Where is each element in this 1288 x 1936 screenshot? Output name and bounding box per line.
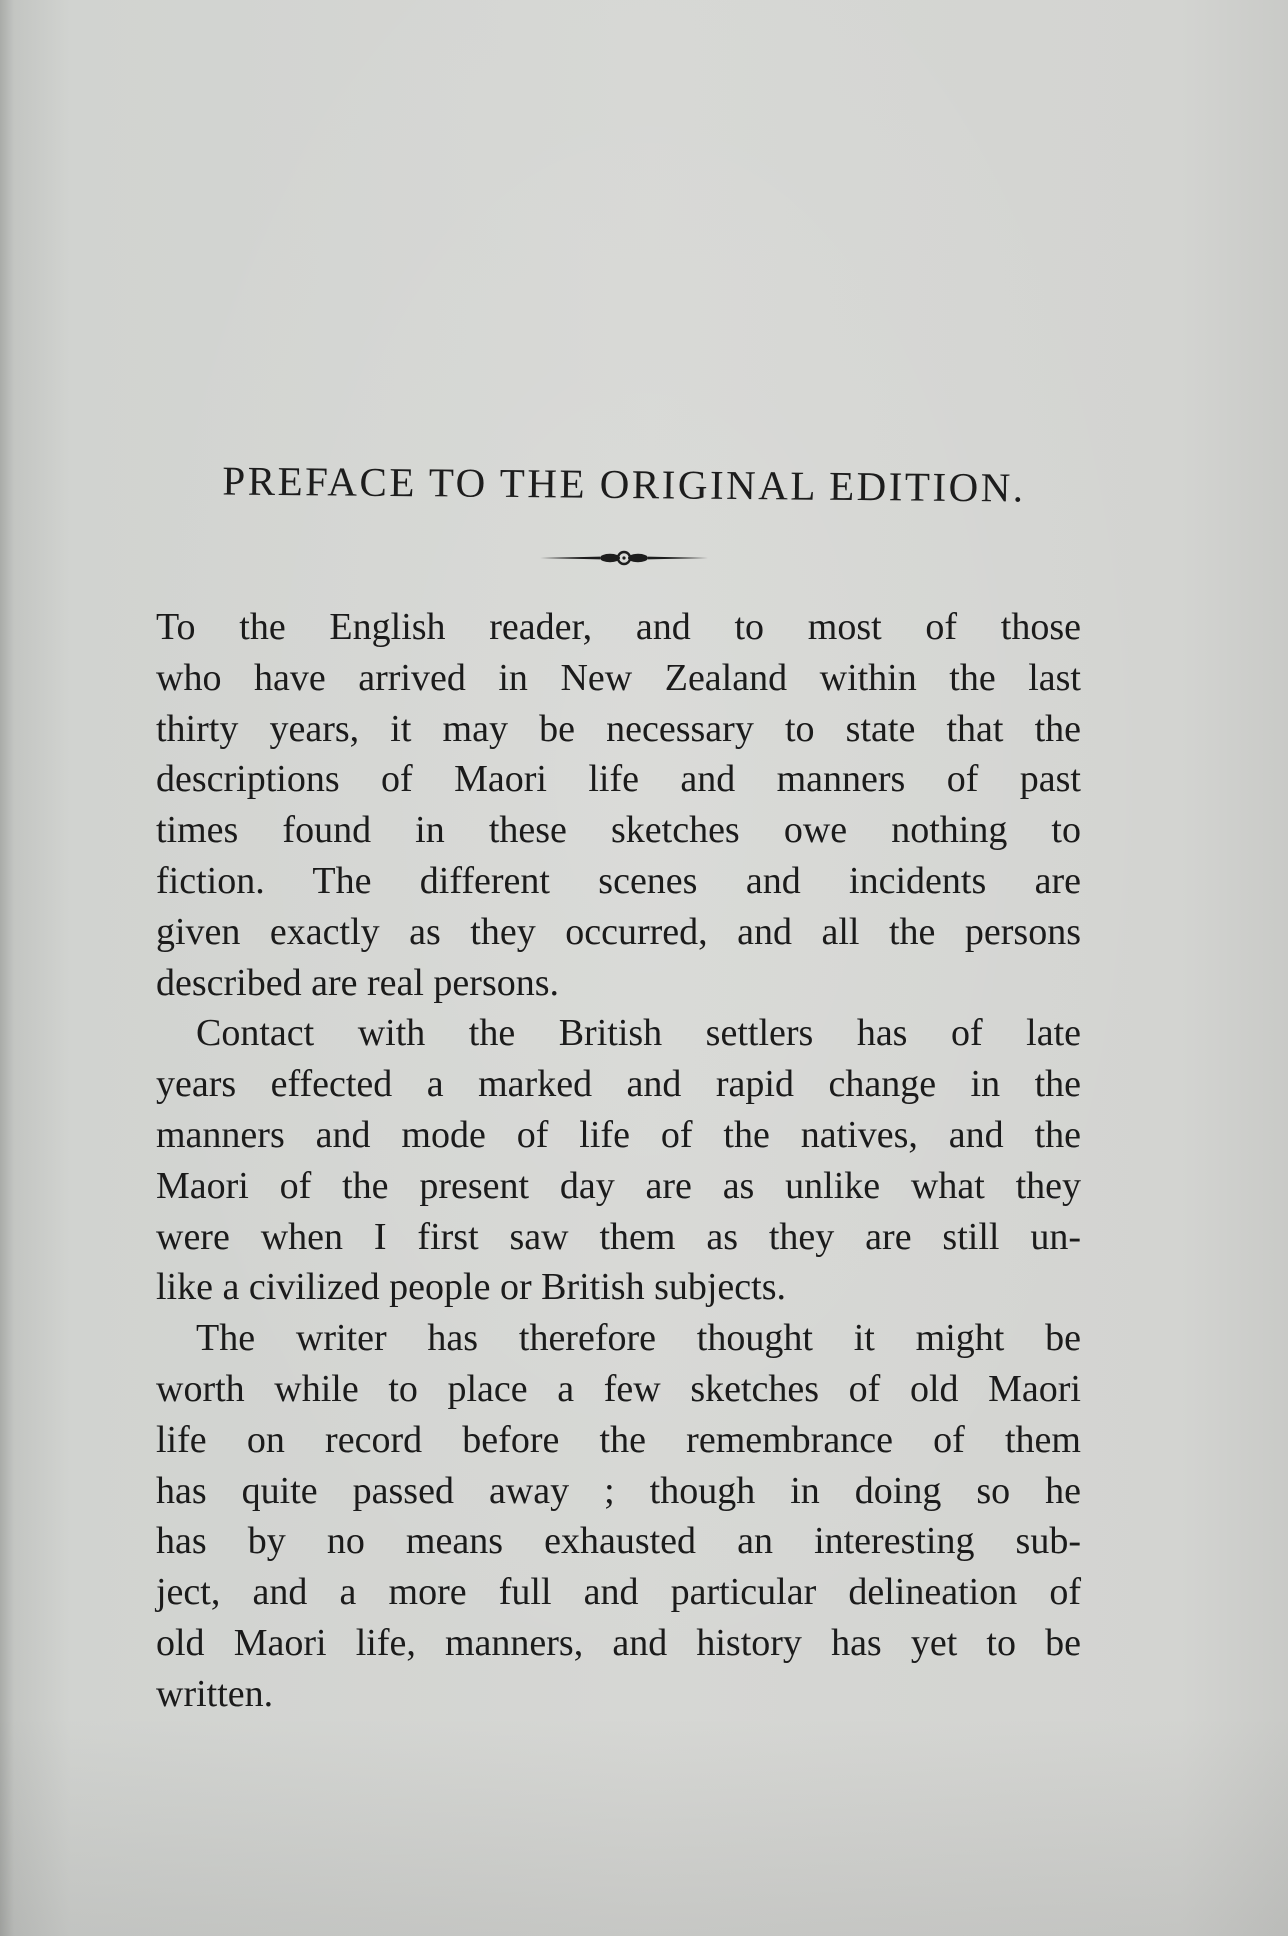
text-line: ject, and a more full and particular delineation of xyxy=(156,1571,1081,1614)
text-line: Contact with the British settlers has of late xyxy=(196,1012,1081,1055)
text-line: worth while to place a few sketches of old Maori xyxy=(156,1367,1081,1410)
text-line: given exactly as they occurred, and all the persons xyxy=(156,910,1081,953)
preface-body xyxy=(156,602,1081,1720)
text-line: manners and mode of life of the natives, and the xyxy=(156,1113,1081,1156)
text-line: has by no means exhausted an interesting sub- xyxy=(156,1520,1081,1563)
text-line: descriptions of Maori life and manners of past xyxy=(156,758,1081,801)
text-line: thirty years, it may be necessary to state that the xyxy=(156,707,1081,750)
text-line: old Maori life, manners, and history has yet to be xyxy=(156,1621,1081,1664)
paragraph-3 xyxy=(156,1313,1081,1719)
text-line: life on record before the remembrance of them xyxy=(156,1418,1081,1461)
text-line: To the English reader, and to most of those xyxy=(156,606,1081,648)
text-line: years effected a marked and rapid change in the xyxy=(156,1063,1081,1106)
paragraph-1 xyxy=(156,602,1081,1008)
text-line: like a civilized people or British subjects. xyxy=(156,1266,787,1309)
text-line: written. xyxy=(156,1672,274,1715)
page-heading: PREFACE TO THE ORIGINAL EDITION. xyxy=(222,457,1026,511)
text-line: The writer has therefore thought it might be xyxy=(196,1317,1081,1360)
text-line: Maori of the present day are as unlike what they xyxy=(156,1164,1081,1207)
text-line: times found in these sketches owe nothing to xyxy=(156,809,1081,852)
paragraph-2 xyxy=(156,1008,1081,1313)
text-line: who have arrived in New Zealand within the last xyxy=(156,656,1081,699)
text-line: has quite passed away ; though in doing so he xyxy=(156,1469,1081,1512)
text-line: fiction. The different scenes and incidents are xyxy=(156,859,1081,902)
text-line: were when I first saw them as they are still un- xyxy=(156,1215,1081,1258)
text-line: described are real persons. xyxy=(156,961,560,1004)
decorative-rule-ornament-icon xyxy=(538,547,710,569)
